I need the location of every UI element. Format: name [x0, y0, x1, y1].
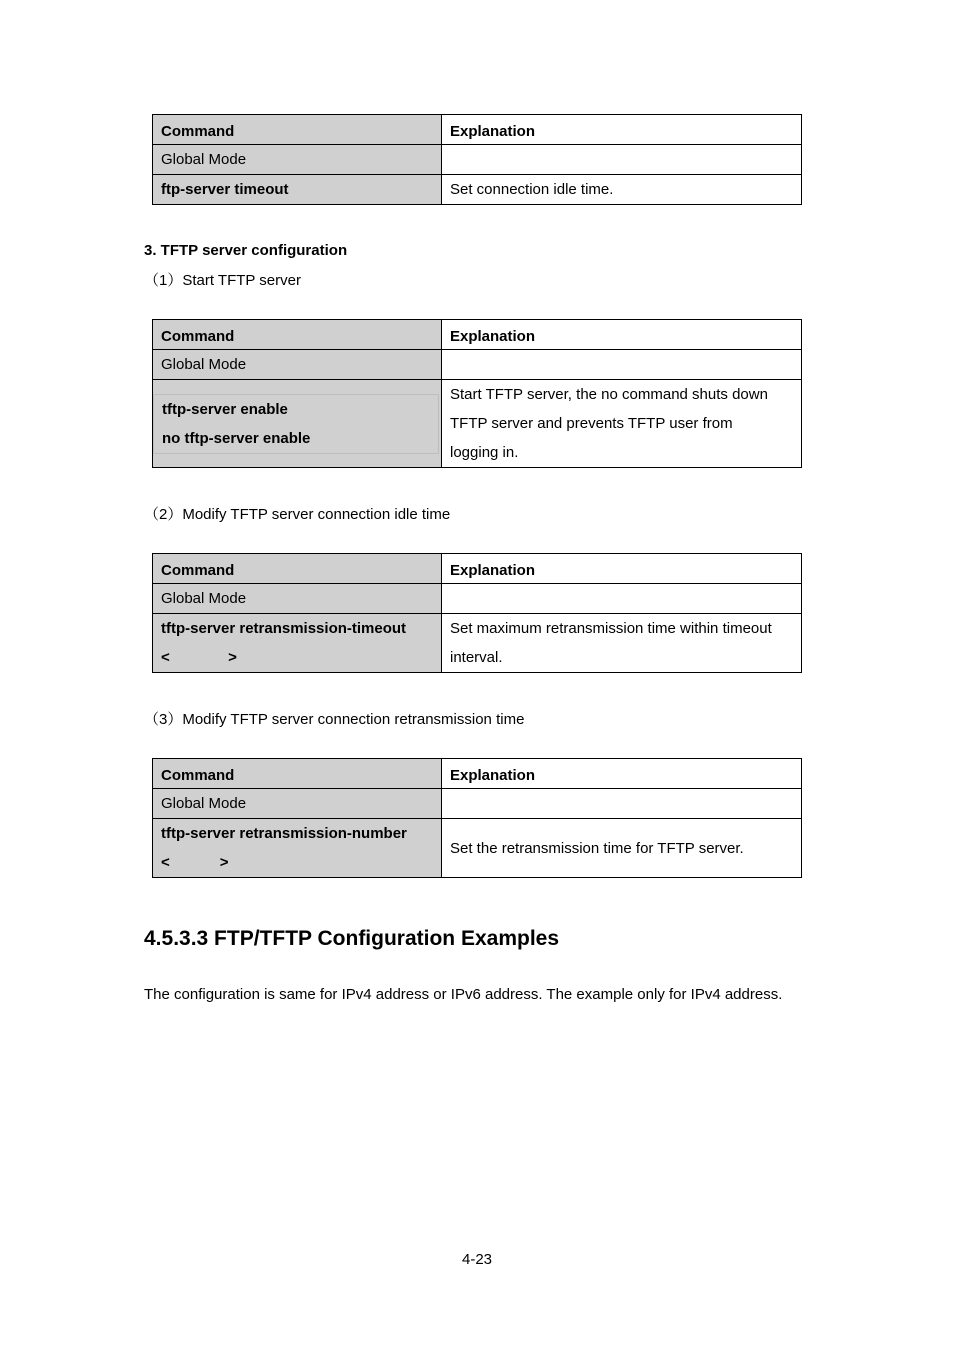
explanation-cell: Set the retransmission time for TFTP server.	[442, 819, 802, 878]
command-line: no tftp-server enable	[162, 429, 311, 447]
command-header: Command	[153, 759, 442, 789]
section-title: 3. TFTP server configuration	[144, 242, 348, 259]
explanation-line: interval.	[450, 649, 503, 666]
mode-empty-cell	[442, 350, 802, 380]
command-cell: ftp-server timeout	[153, 175, 442, 205]
mode-cell: Global Mode	[153, 350, 442, 380]
explanation-line: logging in.	[450, 444, 519, 461]
explanation-header: Explanation	[442, 554, 802, 584]
body-paragraph: The configuration is same for IPv4 address or IPv6 address. The example only for IPv4 address.	[144, 986, 783, 1003]
command-argument: < >	[161, 649, 237, 666]
command-argument: < >	[161, 854, 229, 871]
command-header: Command	[153, 320, 442, 350]
explanation-cell	[442, 380, 802, 468]
mode-empty-cell	[442, 584, 802, 614]
step-3-label: （3）Modify TFTP server connection retransmission time	[144, 711, 525, 728]
tftp-retransmission-table	[152, 758, 802, 878]
command-header: Command	[153, 115, 442, 145]
command-header: Command	[153, 554, 442, 584]
explanation-cell: Set connection idle time.	[442, 175, 802, 205]
explanation-header: Explanation	[442, 759, 802, 789]
mode-cell: Global Mode	[153, 584, 442, 614]
command-cell	[153, 380, 442, 468]
section-heading: 4.5.3.3 FTP/TFTP Configuration Examples	[144, 927, 560, 950]
page-number: 4-23	[461, 1251, 493, 1268]
explanation-line: Set maximum retransmission time within timeout	[450, 620, 772, 637]
tftp-enable-table	[152, 319, 802, 468]
explanation-header: Explanation	[442, 115, 802, 145]
mode-empty-cell	[442, 145, 802, 175]
command-box	[153, 394, 439, 454]
ftp-timeout-table	[152, 114, 802, 205]
command-line: tftp-server retransmission-number	[161, 825, 407, 842]
step-2-label: （2）Modify TFTP server connection idle time	[144, 506, 451, 523]
mode-cell: Global Mode	[153, 145, 442, 175]
command-cell	[153, 819, 442, 878]
command-cell	[153, 614, 442, 673]
mode-cell: Global Mode	[153, 789, 442, 819]
step-1-label: （1）Start TFTP server	[144, 272, 301, 289]
mode-empty-cell	[442, 789, 802, 819]
explanation-line: TFTP server and prevents TFTP user from	[450, 415, 733, 432]
tftp-timeout-table	[152, 553, 802, 673]
explanation-line: Start TFTP server, the no command shuts down	[450, 386, 768, 403]
command-line: tftp-server retransmission-timeout	[161, 620, 407, 637]
explanation-header: Explanation	[442, 320, 802, 350]
command-line: tftp-server enable	[162, 400, 288, 418]
explanation-cell	[442, 614, 802, 673]
